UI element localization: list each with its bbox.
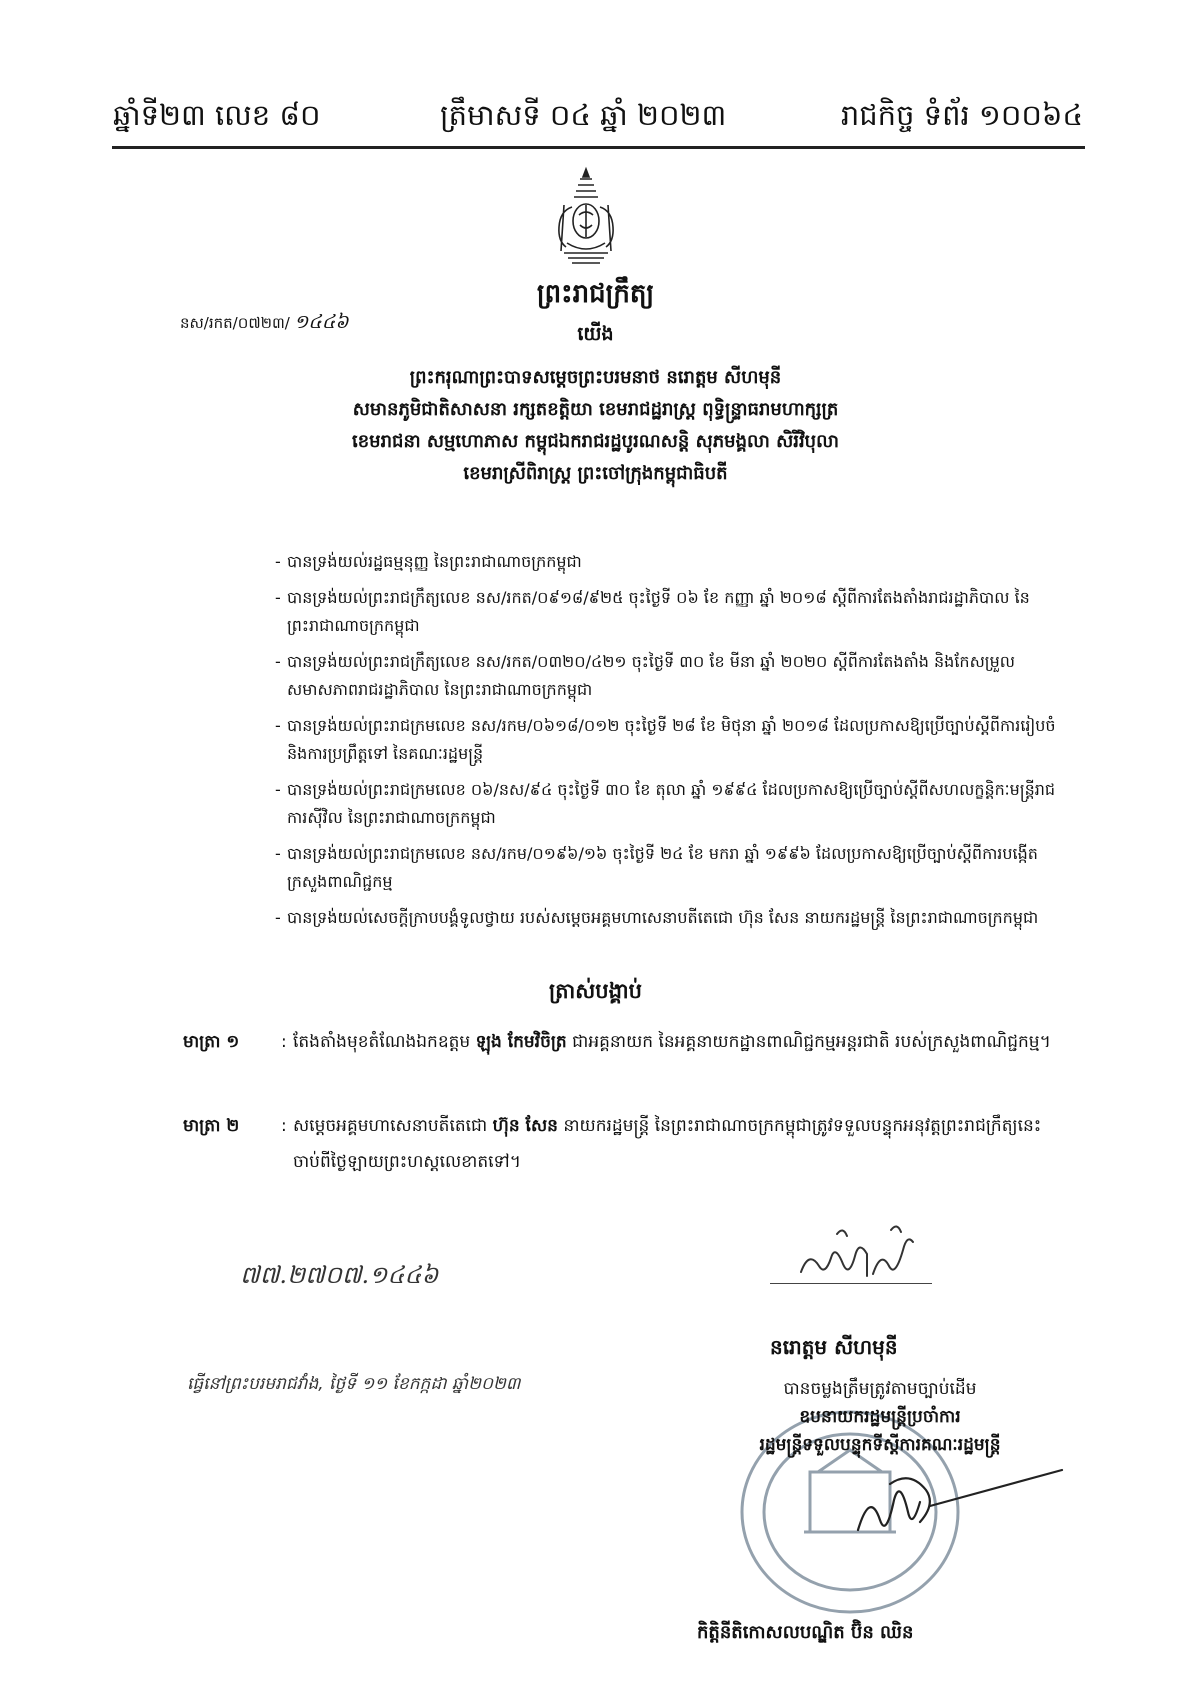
reference-prefix: នស/រកត/០៧២៣/ [180, 314, 290, 332]
king-title-line: សមានភូមិជាតិសាសនា រក្សតខត្តិយា ខេមរាជដ្ឋរាស្ត្រ ពុទ្ធិន្ទ្រាធរាមហាក្សត្រ [352, 399, 839, 420]
king-title-line: ព្រះករុណាព្រះបាទសម្តេចព្រះបរមនាថ នរោត្តម សីហមុនី [409, 367, 782, 388]
article-text-before: សម្តេចអគ្គមហាសេនាបតីតេជោ [293, 1116, 488, 1136]
citation-item: - បានទ្រង់យល់ព្រះរាជក្រឹត្យលេខ នស/រកត/០៣២០/៤២១ ចុះថ្ងៃទី ៣០ ខែ មីនា ឆ្នាំ ២០២០ ស្តីពីការតែងតាំង និងកែសម្រួលសមាសភាពរាជរដ្ឋាភិបាល នៃព្រះរាជាណាចក្រកម្ពុជា [275, 648, 1060, 704]
king-title-line: ខេមរាស្រីពិរាស្ត្រ ព្រះចៅក្រុងកម្ពុជាធិបតី [463, 463, 728, 484]
citation-item: - បានទ្រង់យល់ព្រះរាជក្រមលេខ ០៦/នស/៩៤ ចុះថ្ងៃទី ៣០ ខែ តុលា ឆ្នាំ ១៩៩៤ ដែលប្រកាសឱ្យប្រើច្បាប់ស្តីពីសហលក្ខន្តិកៈមន្ត្រីរាជការស៊ីវិល នៃព្រះរាជាណាចក្រកម្ពុជា [275, 776, 1060, 832]
signature-line [770, 1283, 932, 1284]
certification-line: រដ្ឋមន្ត្រីទទួលបន្ទុកទីស្តីការគណៈរដ្ឋមន្ត្រី [759, 1435, 1001, 1455]
decision-heading: ត្រាស់បង្គាប់ [549, 979, 642, 1003]
citation-item: - បានទ្រង់យល់ព្រះរាជក្រឹត្យលេខ នស/រកត/០៩១៨/៩២៥ ចុះថ្ងៃទី ០៦ ខែ កញ្ញា ឆ្នាំ ២០១៨ ស្តីពីការតែងតាំងរាជរដ្ឋាភិបាល នៃព្រះរាជាណាចក្រកម្ពុជា [275, 584, 1060, 640]
king-title-line: ខេមរាជនា សម្មហោភាស កម្ពុជឯករាជរដ្ឋបូរណសន្តិ សុភមង្គលា សិរីវិបុលា [352, 431, 839, 452]
article-text-after: នាយករដ្ឋមន្ត្រី នៃព្រះរាជាណាចក្រកម្ពុជាត្រូវទទួលបន្ទុកអនុវត្តព្រះរាជក្រឹត្យនេះ ចាប់ពីថ្ងៃឡាយព្រះហស្តលេខាតទៅ។ [293, 1116, 1042, 1172]
article-text [293, 1108, 1060, 1180]
official-name: កិត្តិនីតិកោសលបណ្ឌិត ប៊ិន ឈិន [697, 1622, 914, 1643]
article-2 [183, 1108, 1060, 1180]
citation-list [275, 548, 1060, 940]
gazette-page-number: រាជកិច្ច ទំព័រ ១០០៦៤ [840, 98, 1083, 132]
gazette-issue: ឆ្នាំទី២៣ លេខ ៨០ [113, 98, 321, 132]
handwritten-date: ៧៧.២៧០៧.១៤៤៦ [240, 1261, 439, 1289]
king-signature [795, 1220, 925, 1290]
official-signature-icon [850, 1460, 1070, 1550]
citation-item: - បានទ្រង់យល់សេចក្តីក្រាបបង្គំទូលថ្វាយ របស់សម្តេចអគ្គមហាសេនាបតីតេជោ ហ៊ុន សែន នាយករដ្ឋមន្ត្រី នៃព្រះរាជាណាចក្រកម្ពុជា [275, 904, 1060, 932]
king-name: នរោត្តម សីហមុនី [770, 1335, 898, 1359]
article-colon: : [281, 1032, 287, 1052]
article-text-before: តែងតាំងមុខតំណែងឯកឧត្តម [293, 1032, 471, 1052]
article-text [293, 1024, 1060, 1060]
prime-minister-name: ហ៊ុន សែន [492, 1116, 558, 1136]
article-label: មាត្រា ២ [183, 1116, 240, 1136]
royal-coat-of-arms-icon [550, 165, 622, 267]
appointee-name: ឡុង កែមវិចិត្រ [475, 1032, 567, 1052]
citation-item: - បានទ្រង់យល់ព្រះរាជក្រមលេខ នស/រកម/០១៩៦/១៦ ចុះថ្ងៃទី ២៤ ខែ មករា ឆ្នាំ ១៩៩៦ ដែលប្រកាសឱ្យប្រើច្បាប់ស្តីពីការបង្កើតក្រសួងពាណិជ្ជកម្ម [275, 840, 1060, 896]
we-heading: យើង [577, 323, 614, 345]
article-text-after: ជាអគ្គនាយក នៃអគ្គនាយកដ្ឋានពាណិជ្ជកម្មអន្តរជាតិ របស់ក្រសួងពាណិជ្ជកម្ម។ [572, 1032, 1051, 1052]
header-rule [112, 146, 1085, 149]
citation-item: - បានទ្រង់យល់រដ្ឋធម្មនុញ្ញ នៃព្រះរាជាណាចក្រកម្ពុជា [275, 548, 1060, 576]
gazette-date: ត្រឹមាសទី ០៤ ឆ្នាំ ២០២៣ [440, 98, 727, 132]
article-colon: : [281, 1116, 287, 1136]
article-1 [183, 1024, 1060, 1060]
document-title: ព្រះរាជក្រឹត្យ [536, 279, 655, 309]
certification-line: ឧបនាយករដ្ឋមន្ត្រីប្រចាំការ [799, 1407, 961, 1427]
certification-line: បានចម្លងត្រឹមត្រូវតាមច្បាប់ដើម [783, 1379, 977, 1399]
article-label: មាត្រា ១ [183, 1032, 240, 1052]
place-and-date: ធ្វើនៅព្រះបរមរាជវាំង, ថ្ងៃទី ១១ ខែកក្កដា ឆ្នាំ២០២៣ [187, 1374, 521, 1394]
certification-block [700, 1375, 1060, 1459]
reference-handwritten-number: ១៤៤៦ [293, 311, 349, 333]
citation-item: - បានទ្រង់យល់ព្រះរាជក្រមលេខ នស/រកម/០៦១៨/០១២ ចុះថ្ងៃទី ២៨ ខែ មិថុនា ឆ្នាំ ២០១៨ ដែលប្រកាសឱ្យប្រើច្បាប់ស្តីពីការរៀបចំ និងការប្រព្រឹត្តទៅ នៃគណៈរដ្ឋមន្ត្រី [275, 712, 1060, 768]
